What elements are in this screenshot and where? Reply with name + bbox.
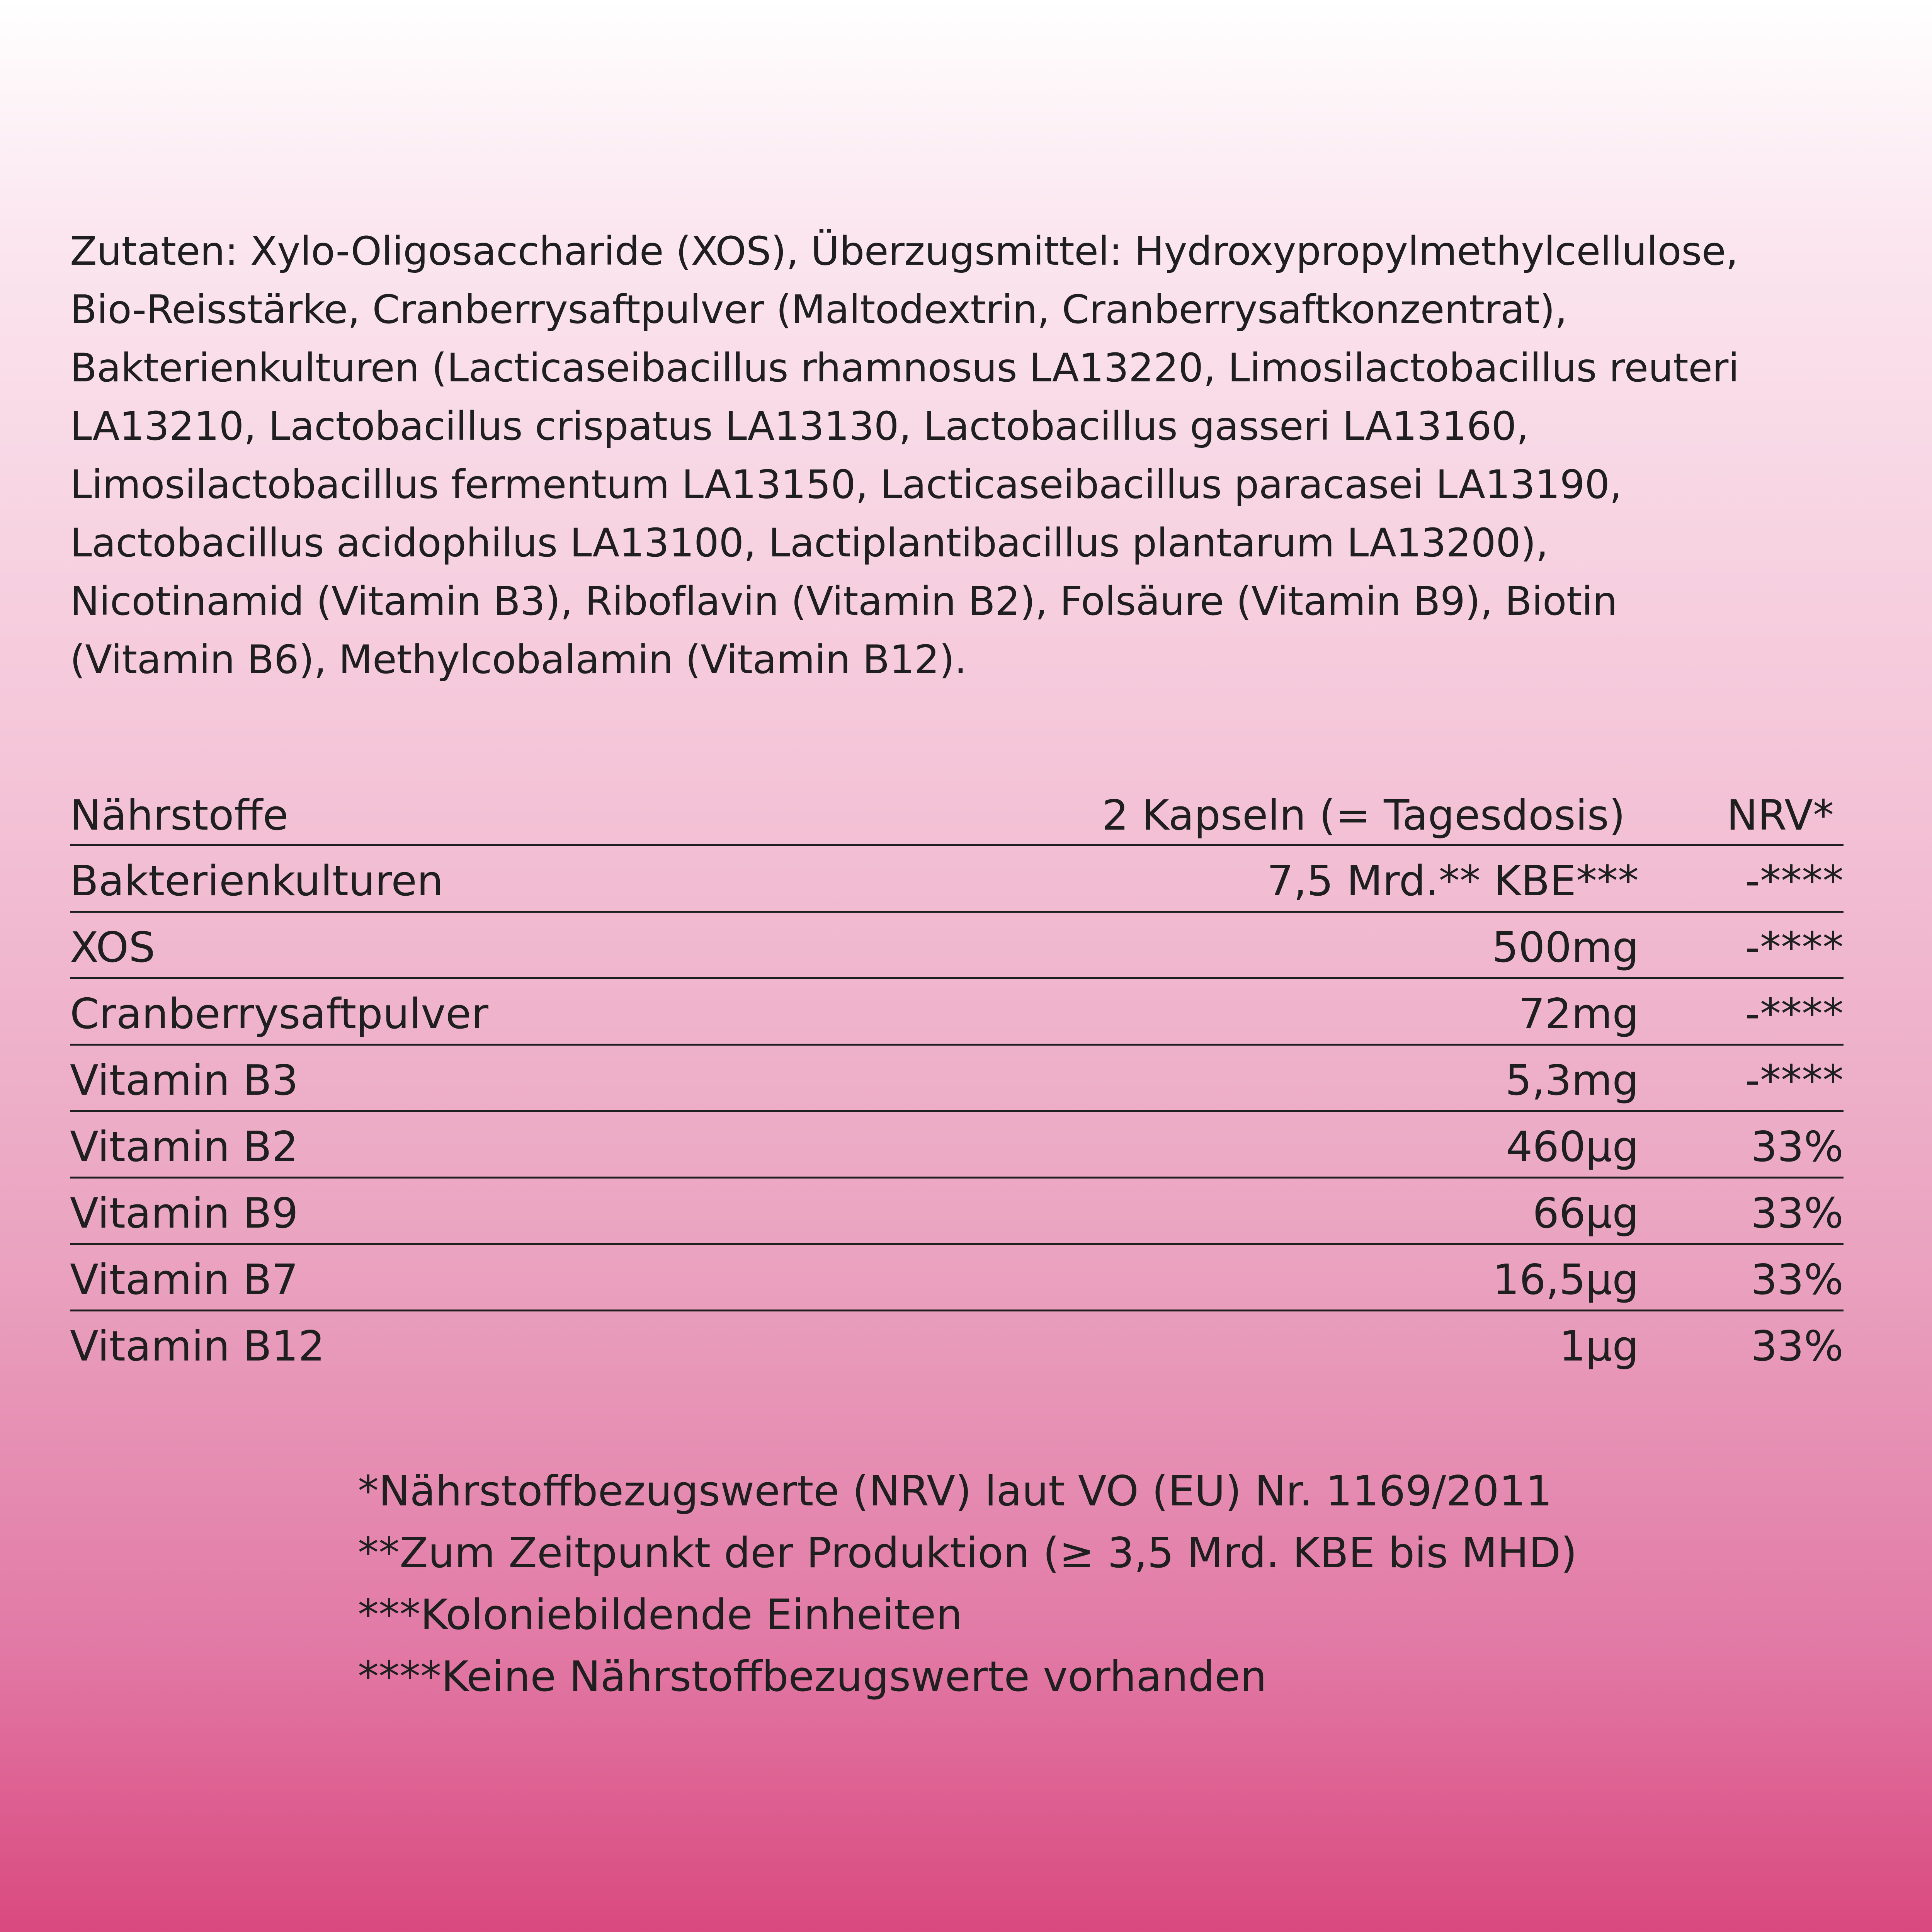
nutrient-amount: 66µg xyxy=(1532,1189,1639,1238)
ingredients-line: LA13210, Lactobacillus crispatus LA13130, Lactobacillus gasseri LA13160, xyxy=(70,403,1529,449)
footnote-cfu: ***Koloniebildende Einheiten xyxy=(358,1591,963,1639)
nutrient-table xyxy=(70,781,1844,1378)
footnote-no-nrv: ****Keine Nährstoffbezugswerte vorhanden xyxy=(358,1653,1267,1701)
ingredients-line: Nicotinamid (Vitamin B3), Riboflavin (Vitamin B2), Folsäure (Vitamin B9), Biotin xyxy=(70,578,1617,624)
ingredients-text xyxy=(70,222,1886,689)
header-daily-dose: 2 Kapseln (= Tagesdosis) xyxy=(1102,791,1625,840)
nutrient-amount: 7,5 Mrd.** KBE*** xyxy=(1267,857,1639,905)
ingredients-line: Lactobacillus acidophilus LA13100, Lactiplantibacillus plantarum LA13200), xyxy=(70,520,1548,566)
table-row xyxy=(70,1311,1844,1378)
table-row xyxy=(70,1112,1844,1179)
nutrient-name: Vitamin B9 xyxy=(70,1189,298,1238)
nutrient-name: Vitamin B2 xyxy=(70,1123,298,1171)
footnotes xyxy=(358,1461,1577,1708)
nutrient-amount: 460µg xyxy=(1506,1123,1639,1171)
header-nutrients: Nährstoffe xyxy=(70,791,289,840)
ingredients-line: Bakterienkulturen (Lacticaseibacillus rhamnosus LA13220, Limosilactobacillus reuteri xyxy=(70,345,1739,391)
table-row xyxy=(70,846,1844,913)
footnote-production: **Zum Zeitpunkt der Produktion (≥ 3,5 Mrd. KBE bis MHD) xyxy=(358,1529,1577,1577)
nutrient-nrv: 33% xyxy=(1750,1123,1844,1171)
nutrient-nrv: 33% xyxy=(1750,1256,1844,1304)
nutrient-nrv: -**** xyxy=(1745,857,1844,905)
nutrient-name: Vitamin B12 xyxy=(70,1322,325,1371)
nutrient-name: Cranberrysaftpulver xyxy=(70,990,488,1038)
ingredients-line: Bio-Reisstärke, Cranberrysaftpulver (Maltodextrin, Cranberrysaftkonzentrat), xyxy=(70,287,1567,333)
nutrient-amount: 500mg xyxy=(1492,923,1639,972)
header-nrv: NRV* xyxy=(1726,791,1834,840)
nutrient-amount: 1µg xyxy=(1559,1322,1639,1371)
nutrient-nrv: 33% xyxy=(1750,1189,1844,1238)
nutrient-name: Vitamin B3 xyxy=(70,1056,298,1105)
table-header-row xyxy=(70,781,1844,846)
nutrient-name: Vitamin B7 xyxy=(70,1256,298,1304)
ingredients-line: Zutaten: Xylo-Oligosaccharide (XOS), Überzugsmittel: Hydroxypropylmethylcellulose, xyxy=(70,228,1738,274)
table-row xyxy=(70,1046,1844,1112)
nutrient-amount: 5,3mg xyxy=(1505,1056,1639,1105)
nutrient-amount: 16,5µg xyxy=(1493,1256,1639,1304)
nutrient-nrv: 33% xyxy=(1750,1322,1844,1371)
nutrient-name: Bakterienkulturen xyxy=(70,857,444,905)
nutrient-amount: 72mg xyxy=(1518,990,1639,1038)
ingredients-line: Limosilactobacillus fermentum LA13150, Lacticaseibacillus paracasei LA13190, xyxy=(70,462,1622,508)
table-row xyxy=(70,1179,1844,1245)
nutrient-name: XOS xyxy=(70,923,155,972)
footnote-nrv: *Nährstoffbezugswerte (NRV) laut VO (EU) Nr. 1169/2011 xyxy=(358,1467,1553,1515)
nutrient-nrv: -**** xyxy=(1745,990,1844,1038)
table-row xyxy=(70,979,1844,1046)
ingredients-line: (Vitamin B6), Methylcobalamin (Vitamin B12). xyxy=(70,637,967,683)
table-row xyxy=(70,1245,1844,1311)
nutrient-nrv: -**** xyxy=(1745,1056,1844,1105)
nutrient-nrv: -**** xyxy=(1745,923,1844,972)
table-row xyxy=(70,913,1844,979)
